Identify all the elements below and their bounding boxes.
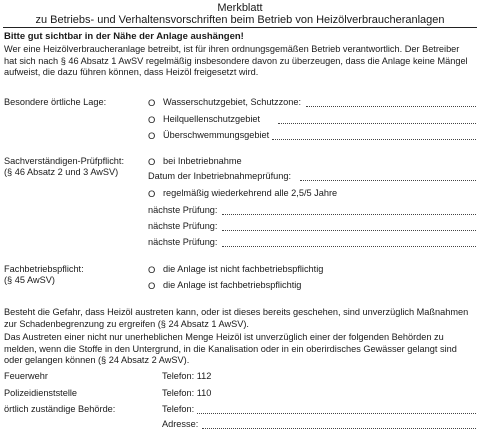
doc-subtitle: zu Betriebs- und Verhaltensvorschriften beim Betrieb von Heizölverbraucheranlagen bbox=[35, 14, 445, 26]
police-label: Polizeidienststelle bbox=[4, 388, 78, 398]
danger-paragraph: Besteht die Gefahr, dass Heizöl austreten kann, oder ist dieses bereits geschehen, sind unverzüglich Maßnahmen zur Schadenbegrenzung zu ergreifen (§ 24 Absatz 1 AwSV). bbox=[4, 307, 469, 329]
commissioning-date-field[interactable] bbox=[300, 180, 476, 181]
option-water-protection-label: Wasserschutzgebiet, Schutzzone: bbox=[163, 97, 302, 107]
authority-phone-field[interactable] bbox=[197, 413, 476, 414]
option-recurring-radio[interactable]: O bbox=[148, 188, 156, 199]
commissioning-date-label: Datum der Inbetriebnahmeprüfung: bbox=[148, 171, 292, 181]
fire-department-label: Feuerwehr bbox=[4, 371, 48, 381]
authority-address-label: Adresse: bbox=[162, 419, 199, 429]
report-paragraph: Das Austreten einer nicht nur unerheblichen Menge Heizöl ist unverzüglich einer der folgenden Behörden zu melden, wenn die Stoffe in den Untergrund, in die Kanalisation oder in ein oberirdisches Gewässer gelangt sind oder gelangen können (§ 24 Absatz 2 AwSV). bbox=[4, 332, 457, 366]
next-inspection-label: nächste Prüfung: bbox=[148, 205, 218, 215]
header-rule bbox=[3, 27, 477, 28]
inspection-label: Sachverständigen-Prüfpflicht: bbox=[4, 156, 125, 166]
fire-department-phone: Telefon: 112 bbox=[162, 371, 212, 381]
doc-title: Merkblatt bbox=[217, 2, 263, 14]
option-recurring-label: regelmäßig wiederkehrend alle 2,5/5 Jahre bbox=[163, 188, 338, 198]
authority-label: örtlich zuständige Behörde: bbox=[4, 404, 116, 414]
posting-notice: Bitte gut sichtbar in der Nähe der Anlage aushängen! bbox=[4, 31, 244, 42]
option-not-specialist-label: die Anlage ist nicht fachbetriebspflichtig bbox=[163, 264, 324, 274]
next-inspection-label: nächste Prüfung: bbox=[148, 221, 218, 231]
option-specialist-label: die Anlage ist fachbetriebspflichtig bbox=[163, 280, 302, 290]
protection-zone-field[interactable] bbox=[306, 106, 476, 107]
option-flood-area-radio[interactable]: O bbox=[148, 130, 156, 141]
option-commissioning-label: bei Inbetriebnahme bbox=[163, 156, 242, 166]
option-spa-protection-radio[interactable]: O bbox=[148, 114, 156, 125]
authority-phone-label: Telefon: bbox=[162, 404, 195, 414]
flood-area-dotted-line bbox=[272, 139, 476, 140]
next-inspection-field[interactable] bbox=[222, 214, 476, 215]
authority-address-field[interactable] bbox=[202, 428, 476, 429]
specialist-label: Fachbetriebspflicht: bbox=[4, 264, 84, 274]
option-flood-area-label: Überschwemmungsgebiet bbox=[163, 130, 270, 140]
spa-protection-dotted-line bbox=[278, 123, 476, 124]
option-not-specialist-radio[interactable]: O bbox=[148, 264, 156, 275]
option-specialist-radio[interactable]: O bbox=[148, 280, 156, 291]
next-inspection-field[interactable] bbox=[222, 246, 476, 247]
option-commissioning-radio[interactable]: O bbox=[148, 156, 156, 167]
intro-paragraph: Wer eine Heizölverbraucheranlage betreibt, ist für ihren ordnungsgemäßen Betrieb verantwortlich. Der Betreiber hat sich nach § 46 Absatz 1 AwSV regelmäßig insbesondere davon zu überzeugen, dass die Anlage keine Mängel aufweist, die dazu führen können, dass Heizöl freigesetzt wird. bbox=[4, 44, 468, 78]
inspection-legal-ref: (§ 46 Absatz 2 und 3 AwSV) bbox=[4, 167, 119, 177]
option-spa-protection-label: Heilquellenschutzgebiet bbox=[163, 114, 261, 124]
specialist-legal-ref: (§ 45 AwSV) bbox=[4, 275, 55, 285]
next-inspection-label: nächste Prüfung: bbox=[148, 237, 218, 247]
police-phone: Telefon: 110 bbox=[162, 388, 212, 398]
option-water-protection-radio[interactable]: O bbox=[148, 97, 156, 108]
location-label: Besondere örtliche Lage: bbox=[4, 97, 107, 107]
next-inspection-field[interactable] bbox=[222, 230, 476, 231]
